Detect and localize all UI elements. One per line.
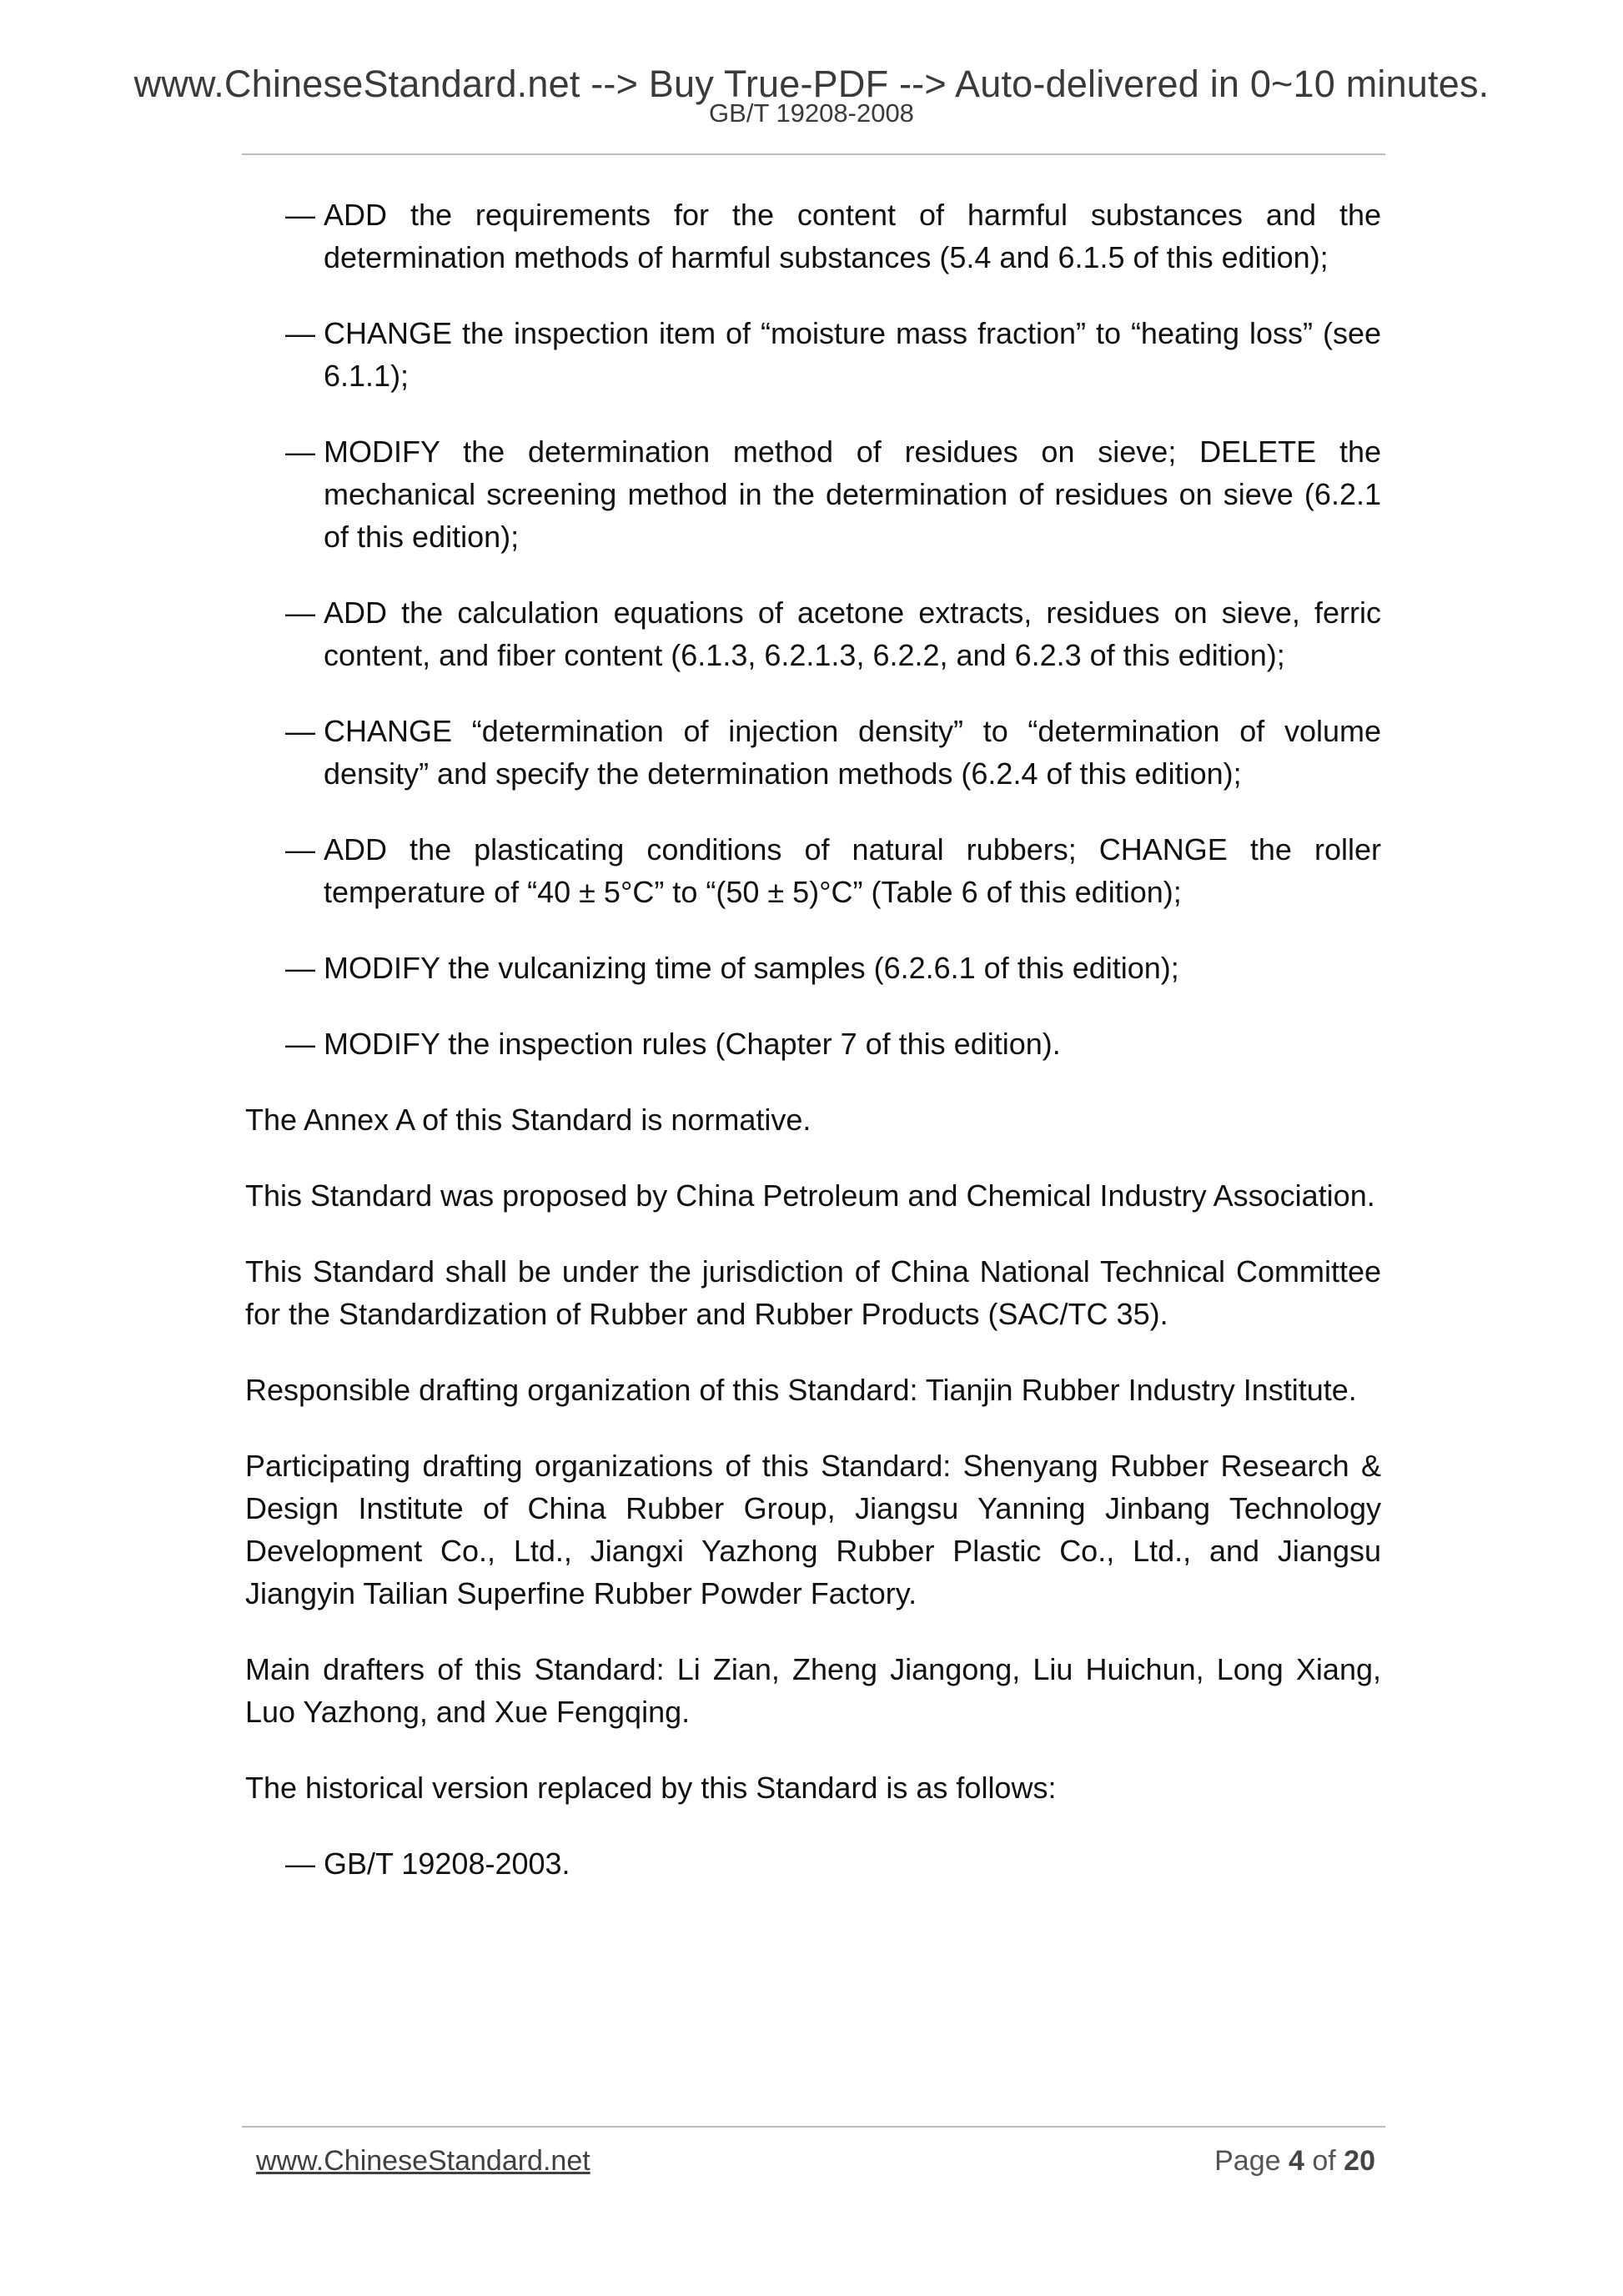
change-item (245, 947, 1381, 989)
change-item-text: MODIFY the inspection rules (Chapter 7 of this edition). (324, 1027, 1061, 1061)
change-item-text: ADD the calculation equations of acetone extracts, residues on sieve, ferric content, and fiber content (6.1.3, 6.2.1.3, 6.2.2, and 6.2.3 of this edition); (324, 595, 1381, 672)
change-item (245, 710, 1381, 795)
change-item-text: CHANGE the inspection item of “moisture mass fraction” to “heating loss” (see 6.1.1); (324, 316, 1381, 393)
change-item-text: ADD the plasticating conditions of natural rubbers; CHANGE the roller temperature of “40 ± 5°C” to “(50 ± 5)°C” (Table 6 of this edition); (324, 832, 1381, 909)
change-item (245, 828, 1381, 913)
change-item-text: MODIFY the determination method of residues on sieve; DELETE the mechanical screening method in the determination of residues on sieve (6.2.1 of this edition); (324, 435, 1381, 554)
page-indicator (1214, 2144, 1375, 2178)
header-divider (242, 153, 1385, 155)
participating-orgs-note: Participating drafting organizations of this Standard: Shenyang Rubber Research & Design Institute of China Rubber Group, Jiangsu Yanning Jinbang Technology Development Co., Ltd., Jiangxi Yazhong Rubber Plastic Co., Ltd., and Jiangsu Jiangyin Tailian Superfine Rubber Powder Factory. (245, 1449, 1381, 1610)
annex-note: The Annex A of this Standard is normative. (245, 1103, 812, 1137)
change-item (245, 193, 1381, 279)
responsible-org-note: Responsible drafting organization of this Standard: Tianjin Rubber Industry Institute. (245, 1373, 1357, 1407)
em-dash: — (285, 198, 315, 232)
change-item-text: CHANGE “determination of injection density” to “determination of volume density” and specify the determination methods (6.2.4 of this edition); (324, 714, 1381, 791)
em-dash: — (285, 316, 315, 350)
jurisdiction-note: This Standard shall be under the jurisdiction of China National Technical Committee for the Standardization of Rubber and Rubber Products (SAC/TC 35). (245, 1254, 1381, 1331)
page-current: 4 (1288, 2145, 1304, 2177)
document-body (245, 193, 1381, 1918)
em-dash: — (285, 714, 315, 748)
proposer-note: This Standard was proposed by China Petroleum and Chemical Industry Association. (245, 1178, 1375, 1213)
drafters-note: Main drafters of this Standard: Li Zian, Zheng Jiangong, Liu Huichun, Long Xiang, Luo Yazhong, and Xue Fengqing. (245, 1652, 1381, 1729)
change-item (245, 312, 1381, 397)
change-item (245, 1022, 1381, 1065)
page-of: of (1312, 2145, 1336, 2177)
change-item-text: MODIFY the vulcanizing time of samples (6.2.6.1 of this edition); (324, 951, 1179, 985)
history-intro: The historical version replaced by this Standard is as follows: (245, 1771, 1057, 1805)
footer-divider (242, 2126, 1385, 2128)
change-item-text: ADD the requirements for the content of harmful substances and the determination methods of harmful substances (5.4 and 6.1.5 of this edition); (324, 198, 1381, 274)
standard-code: GB/T 19208-2008 (709, 98, 914, 128)
change-item (245, 591, 1381, 676)
em-dash: — (285, 595, 315, 630)
em-dash: — (285, 1027, 315, 1061)
em-dash: — (285, 832, 315, 867)
page-prefix: Page (1214, 2145, 1281, 2177)
history-item (245, 1842, 1381, 1885)
em-dash: — (285, 1846, 315, 1881)
header-banner[interactable]: www.ChineseStandard.net --> Buy True-PDF --> Auto-delivered in 0~10 minutes. (133, 63, 1490, 105)
em-dash: — (285, 951, 315, 985)
history-item-text: GB/T 19208-2003. (324, 1846, 570, 1881)
footer-site-link[interactable]: www.ChineseStandard.net (256, 2145, 590, 2177)
em-dash: — (285, 435, 315, 469)
page-total: 20 (1344, 2145, 1375, 2177)
change-item (245, 430, 1381, 558)
